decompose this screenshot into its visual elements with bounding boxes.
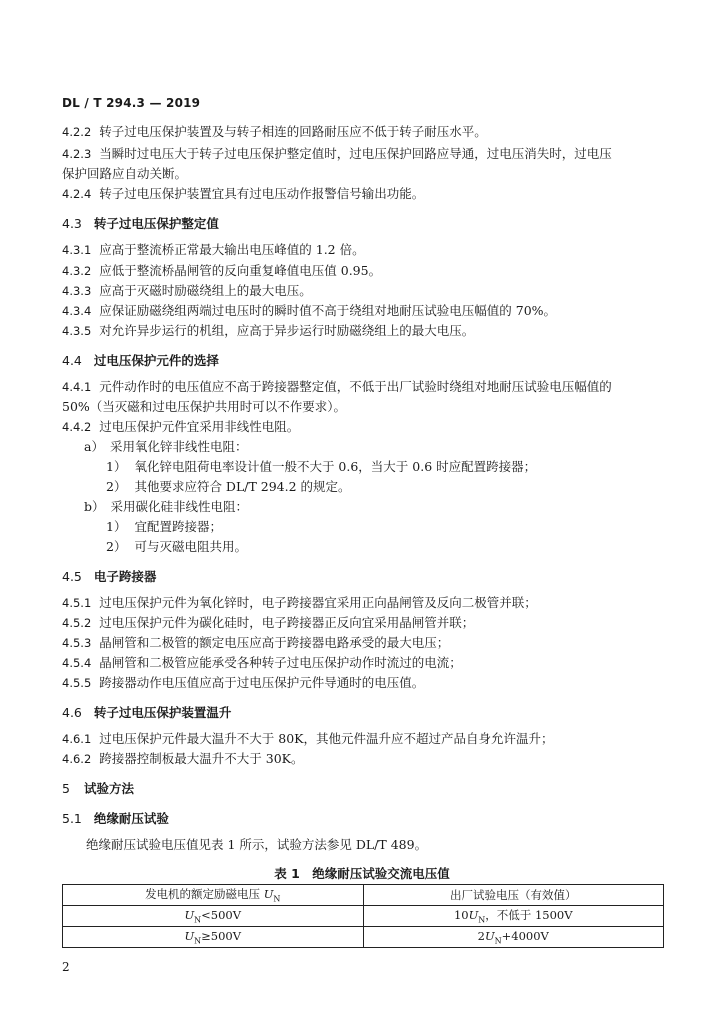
- list-label: b）: [84, 499, 105, 514]
- table-cell: $2U_N+4000V$: [363, 927, 664, 948]
- section-title: 电子跨接器: [93, 569, 157, 584]
- list-text: 可与灭磁电阻共用。: [134, 539, 247, 554]
- clause-4-5-4: [62, 655, 462, 671]
- clause-number: 4.6.1: [62, 732, 92, 746]
- clause-number: 4.2.2: [62, 125, 92, 139]
- clause-number: 4.5.4: [62, 656, 92, 670]
- clause-4-5-1: [62, 595, 537, 611]
- paragraph-5-1: 绝缘耐压试验电压值见表 1 所示，试验方法参见 DL/T 489。: [86, 837, 428, 852]
- table-header-row: [63, 885, 664, 906]
- clause-number: 4.2.3: [62, 147, 92, 161]
- clause-number: 4.3.2: [62, 264, 92, 278]
- clause-number: 4.5.3: [62, 636, 92, 650]
- list-text: 宜配置跨接器；: [134, 519, 222, 534]
- section-heading-4-5: [62, 567, 156, 585]
- list-label: 2）: [106, 479, 127, 494]
- clause-text: 过电压保护元件宜采用非线性电阻。: [99, 419, 300, 434]
- clause-4-5-2: [62, 615, 474, 631]
- clause-4-2-3: [62, 146, 612, 162]
- clause-4-3-3: [62, 283, 312, 299]
- list-label: 2）: [106, 539, 127, 554]
- clause-text: 应低于整流桥晶闸管的反向重复峰值电压值 0.95。: [99, 263, 382, 278]
- section-number: 4.4: [62, 353, 82, 368]
- table-cell: $10U_N$，不低于 1500V: [363, 906, 664, 927]
- clause-4-2-4: [62, 186, 424, 202]
- section-number: 4.6: [62, 705, 82, 720]
- list-text: 采用碳化硅非线性电阻：: [110, 499, 249, 514]
- section-number: 5: [62, 781, 70, 796]
- clause-4-5-3: [62, 635, 449, 651]
- clause-text: 应高于灭磁时励磁绕组上的最大电压。: [99, 283, 312, 298]
- clause-number: 4.5.2: [62, 616, 92, 630]
- table-row: [63, 906, 664, 927]
- table-header-cell: 发电机的额定励磁电压 $U_N$: [63, 885, 364, 906]
- list-label: 1）: [106, 459, 127, 474]
- section-number: 4.3: [62, 216, 82, 231]
- clause-text: 转子过电压保护装置及与转子相连的回路耐压应不低于转子耐压水平。: [99, 124, 487, 139]
- table-row: [63, 927, 664, 948]
- clause-number: 4.5.1: [62, 596, 92, 610]
- clause-4-4-1: [62, 379, 612, 395]
- clause-4-3-2: [62, 263, 381, 279]
- clause-number: 4.4.2: [62, 420, 92, 434]
- table-caption: 表 1 绝缘耐压试验交流电压值: [274, 866, 450, 881]
- clause-text: 过电压保护元件为碳化硅时，电子跨接器正反向宜采用晶闸管并联；: [99, 615, 475, 630]
- section-title: 转子过电压保护整定值: [93, 216, 219, 231]
- clause-4-3-1: [62, 242, 365, 258]
- list-item-a: [84, 439, 247, 455]
- clause-number: 4.2.4: [62, 187, 92, 201]
- section-heading-4-4: [62, 351, 219, 369]
- list-text: 氧化锌电阻荷电率设计值一般不大于 0.6，当大于 0.6 时应配置跨接器；: [134, 459, 537, 474]
- section-number: 4.5: [62, 569, 82, 584]
- clause-number: 4.6.2: [62, 752, 92, 766]
- clause-text: 对允许异步运行的机组，应高于异步运行时励磁绕组上的最大电压。: [99, 323, 475, 338]
- clause-4-6-1: [62, 731, 554, 747]
- list-item-a-2: [106, 479, 351, 495]
- clause-text: 跨接器控制板最大温升不大于 30K。: [99, 751, 304, 766]
- list-text: 其他要求应符合 DL/T 294.2 的规定。: [134, 479, 351, 494]
- clause-text: 过电压保护元件最大温升不大于 80K，其他元件温升应不超过产品自身允许温升；: [99, 731, 554, 746]
- page-header-standard-code: DL / T 294.3 — 2019: [62, 96, 201, 110]
- clause-text: 晶闸管和二极管应能承受各种转子过电压保护动作时流过的电流；: [99, 655, 462, 670]
- clause-number: 4.3.3: [62, 284, 92, 298]
- clause-text: 过电压保护元件为氧化锌时，电子跨接器宜采用正向晶闸管及反向二极管并联；: [99, 595, 537, 610]
- page-number: 2: [62, 960, 70, 974]
- clause-4-4-1-continuation: 50%（当灭磁和过电压保护共用时可以不作要求）。: [62, 399, 347, 414]
- table-cell: $U_N<500V$: [63, 906, 364, 927]
- section-number: 5.1: [62, 811, 82, 826]
- list-text: 采用氧化锌非线性电阻：: [109, 439, 248, 454]
- clause-text: 当瞬时过电压大于转子过电压保护整定值时，过电压保护回路应导通，过电压消失时，过电压: [99, 146, 612, 161]
- list-item-b: [84, 499, 248, 515]
- voltage-test-table: [62, 884, 664, 948]
- clause-number: 4.3.1: [62, 243, 92, 257]
- table-header-cell: 出厂试验电压（有效值）: [363, 885, 664, 906]
- clause-text: 应高于整流桥正常最大输出电压峰值的 1.2 倍。: [99, 242, 365, 257]
- clause-4-4-2: [62, 419, 299, 435]
- section-heading-4-6: [62, 703, 231, 721]
- clause-number: 4.3.5: [62, 324, 92, 338]
- clause-text: 元件动作时的电压值应不高于跨接器整定值，不低于出厂试验时绕组对地耐压试验电压幅值的: [99, 379, 612, 394]
- section-heading-5: [62, 779, 134, 797]
- section-title: 试验方法: [83, 781, 134, 796]
- clause-4-3-5: [62, 323, 474, 339]
- clause-4-5-5: [62, 675, 424, 691]
- table-cell: $U_N\ge 500V$: [63, 927, 364, 948]
- clause-text: 跨接器动作电压值应高于过电压保护元件导通时的电压值。: [99, 675, 425, 690]
- clause-4-3-4: [62, 303, 556, 319]
- section-heading-5-1: [62, 809, 169, 827]
- clause-4-2-3-continuation: 保护回路应自动关断。: [62, 166, 188, 181]
- clause-text: 应保证励磁绕组两端过电压时的瞬时值不高于绕组对地耐压试验电压幅值的 70%。: [99, 303, 557, 318]
- list-item-b-1: [106, 519, 222, 535]
- list-label: 1）: [106, 519, 127, 534]
- clause-text: 转子过电压保护装置宜具有过电压动作报警信号输出功能。: [99, 186, 425, 201]
- clause-4-6-2: [62, 751, 303, 767]
- list-label: a）: [84, 439, 104, 454]
- clause-number: 4.3.4: [62, 304, 92, 318]
- clause-number: 4.4.1: [62, 380, 92, 394]
- section-heading-4-3: [62, 214, 219, 232]
- clause-4-2-2: [62, 124, 487, 140]
- section-title: 过电压保护元件的选择: [93, 353, 219, 368]
- section-title: 转子过电压保护装置温升: [93, 705, 232, 720]
- section-title: 绝缘耐压试验: [93, 811, 169, 826]
- list-item-a-1: [106, 459, 536, 475]
- list-item-b-2: [106, 539, 247, 555]
- clause-number: 4.5.5: [62, 676, 92, 690]
- clause-text: 晶闸管和二极管的额定电压应高于跨接器电路承受的最大电压；: [99, 635, 450, 650]
